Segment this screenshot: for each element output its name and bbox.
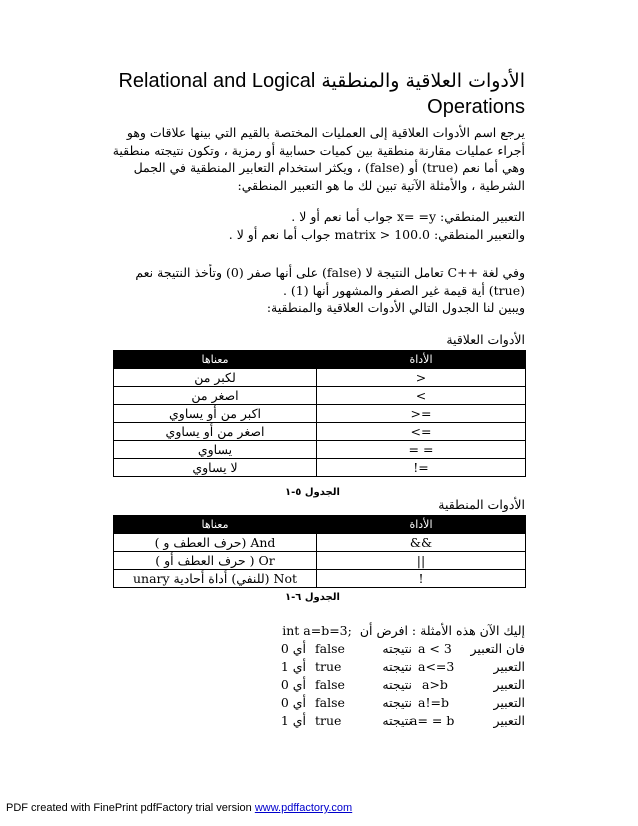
example-num: أي 1 bbox=[280, 659, 306, 674]
logical-table bbox=[113, 515, 526, 588]
intro-line: أجراء عمليات مقارنة منطقية بين كميات حسابية أو رمزية ، وتكون نتيجته منطقية bbox=[113, 142, 525, 158]
example-bool: false bbox=[315, 677, 345, 692]
meaning-cell: اكبر من أو يساوي bbox=[114, 405, 317, 423]
intro-line: الشرطية ، والأمثلة الآتية تبين لك ما هو التعبير المنطقي: bbox=[237, 177, 525, 193]
operator-cell: < bbox=[317, 387, 526, 405]
meaning-cell: Not (للنفي) أداة أحادية unary bbox=[114, 570, 317, 588]
example-label: فان التعبير bbox=[470, 641, 525, 656]
examples-header bbox=[0, 622, 525, 640]
example-result-word: نتيجته bbox=[382, 695, 412, 710]
relational-caption: الأدوات العلاقية bbox=[446, 332, 525, 347]
table-header-row bbox=[114, 351, 526, 369]
example-result-word: نتيجته bbox=[382, 677, 412, 692]
example-bool: false bbox=[315, 695, 345, 710]
meaning-cell: يساوي bbox=[114, 441, 317, 459]
footer-text: PDF created with FinePrint pdfFactory trial version bbox=[6, 802, 255, 814]
example-expression: a!=b bbox=[418, 695, 449, 710]
examples-header-text: إليك الآن هذه الأمثلة : افرض أن bbox=[359, 623, 525, 638]
title-english: Relational and Logical bbox=[118, 70, 316, 92]
example-line: التعبير المنطقي: x= =y جواب أما نعم أو لا . bbox=[291, 209, 525, 224]
meaning-cell: Or ( حرف العطف أو ) bbox=[114, 552, 317, 570]
column-header-tool: الأداة bbox=[317, 351, 526, 369]
meaning-cell: لا يساوي bbox=[114, 459, 317, 477]
title-arabic: الأدوات العلاقية والمنطقية bbox=[321, 70, 525, 92]
meaning-cell: And (حرف العطف و ) bbox=[114, 534, 317, 552]
intro-line: وهي أما نعم (true) أو (false) ، ويكثر استخدام التعابير المنطقية في الجمل bbox=[133, 160, 525, 175]
table-label-relational: الجدول ٥-١ bbox=[285, 487, 340, 498]
meaning-cell: لكبر من bbox=[114, 369, 317, 387]
intro-line: يرجع اسم الأدوات العلاقية إلى العمليات المختصة بالقيم التي بينها علاقات وهو bbox=[126, 125, 525, 140]
column-header-meaning: معناها bbox=[114, 351, 317, 369]
table-label-logical: الجدول ٦-١ bbox=[285, 592, 340, 603]
relational-table bbox=[113, 350, 526, 477]
operator-cell: > bbox=[317, 369, 526, 387]
cpp-line: (true) أية قيمة غير الصفر والمشهور أنها (1) . bbox=[282, 282, 525, 298]
example-result-word: نتيجته bbox=[382, 659, 412, 674]
example-result-word: نتيجته bbox=[382, 641, 412, 656]
examples-header-code: int a=b=3; bbox=[282, 623, 352, 638]
cpp-line: ويبين لنا الجدول التالي الأدوات العلاقية والمنطقية: bbox=[266, 300, 525, 315]
table-row bbox=[114, 369, 526, 387]
example-line: والتعبير المنطقي: matrix > 100.0 جواب أما نعم أو لا . bbox=[228, 226, 525, 242]
table-row bbox=[114, 459, 526, 477]
operator-cell: >= bbox=[317, 405, 526, 423]
example-label: التعبير bbox=[493, 713, 525, 728]
example-num: أي 0 bbox=[280, 677, 306, 692]
examples-paragraph bbox=[113, 208, 525, 243]
table-header-row bbox=[114, 516, 526, 534]
intro-paragraph bbox=[113, 124, 525, 194]
example-bool: false bbox=[315, 641, 345, 656]
operator-cell: || bbox=[317, 552, 526, 570]
table-row bbox=[114, 423, 526, 441]
footer-link[interactable]: www.pdffactory.com bbox=[254, 802, 353, 814]
example-bool: true bbox=[315, 713, 342, 728]
example-num: أي 1 bbox=[280, 713, 306, 728]
cpp-line: وفي لغة ++C تعامل النتيجة لا (false) على أنها صفر (0) وتأخذ النتيجة نعم bbox=[135, 265, 525, 280]
example-bool: true bbox=[315, 659, 342, 674]
operator-cell: ! bbox=[317, 570, 526, 588]
example-expression: a>b bbox=[422, 677, 448, 692]
example-label: التعبير bbox=[493, 695, 525, 710]
operator-cell: != bbox=[317, 459, 526, 477]
column-header-tool: الأداة bbox=[317, 516, 526, 534]
example-result-word: نتيجته bbox=[382, 713, 412, 728]
example-expression: a<=3 bbox=[418, 659, 455, 674]
column-header-meaning: معناها bbox=[114, 516, 317, 534]
logical-caption: الأدوات المنطقية bbox=[438, 497, 525, 512]
table-row bbox=[114, 405, 526, 423]
cpp-paragraph bbox=[113, 264, 525, 317]
operator-cell: = = bbox=[317, 441, 526, 459]
table-row bbox=[114, 387, 526, 405]
table-row bbox=[114, 570, 526, 588]
page-title-line2: Operations bbox=[427, 96, 525, 118]
page-title bbox=[115, 68, 525, 94]
example-expression: a < 3 bbox=[418, 641, 452, 656]
example-expression: a= = b bbox=[410, 713, 455, 728]
operator-cell: && bbox=[317, 534, 526, 552]
example-label: التعبير bbox=[493, 659, 525, 674]
table-row bbox=[114, 441, 526, 459]
example-label: التعبير bbox=[493, 677, 525, 692]
table-row bbox=[114, 552, 526, 570]
pdf-footer bbox=[6, 802, 352, 814]
example-num: أي 0 bbox=[280, 695, 306, 710]
meaning-cell: اصغر من bbox=[114, 387, 317, 405]
meaning-cell: اصغر من أو يساوي bbox=[114, 423, 317, 441]
table-row bbox=[114, 534, 526, 552]
operator-cell: <= bbox=[317, 423, 526, 441]
example-num: أي 0 bbox=[280, 641, 306, 656]
